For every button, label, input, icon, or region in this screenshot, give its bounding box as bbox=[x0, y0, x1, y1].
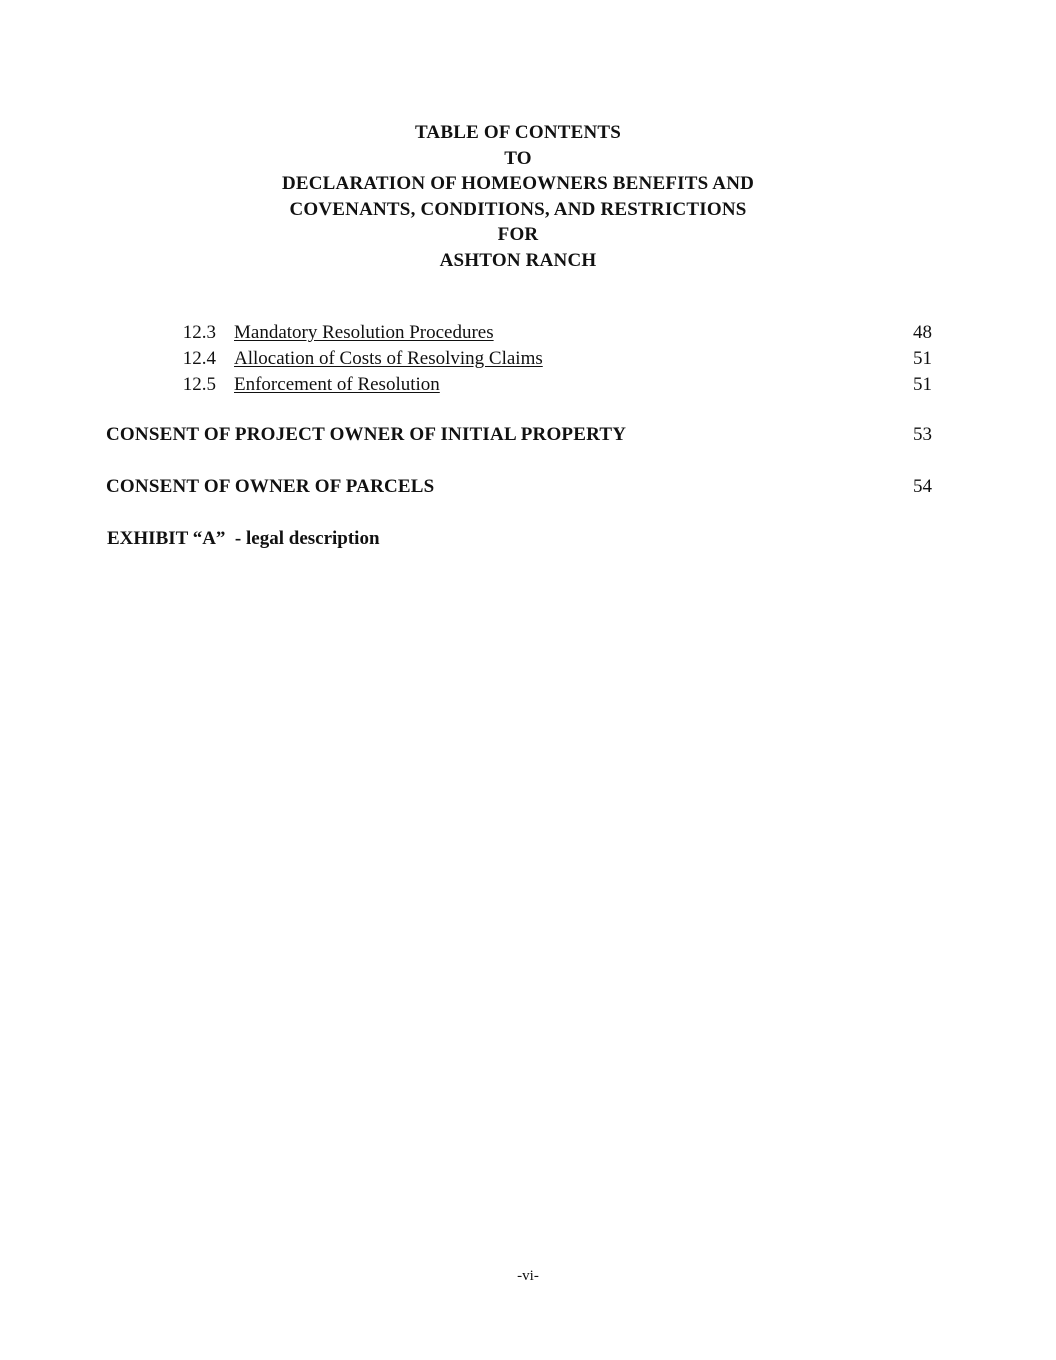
toc-entry-12-4 bbox=[0, 346, 1056, 372]
toc-heading bbox=[0, 120, 1036, 274]
section-number: 12.4 bbox=[182, 348, 216, 369]
heading-line-3: DECLARATION OF HOMEOWNERS BENEFITS AND bbox=[281, 173, 755, 195]
page-number: 48 bbox=[913, 322, 932, 343]
toc-entry-consent-owner-parcels bbox=[0, 473, 1056, 501]
toc-entry-12-3 bbox=[0, 320, 1056, 346]
page-number: 51 bbox=[913, 374, 932, 395]
section-title-link[interactable]: Enforcement of Resolution bbox=[234, 374, 440, 395]
heading-line-2: TO bbox=[504, 147, 532, 169]
toc-sub-entries bbox=[0, 320, 1056, 398]
toc-entry-consent-project-owner bbox=[0, 421, 1056, 449]
section-title-link[interactable]: Mandatory Resolution Procedures bbox=[234, 322, 494, 343]
page-number: 51 bbox=[913, 348, 932, 369]
page-number: 53 bbox=[913, 424, 932, 445]
section-number: 12.3 bbox=[182, 322, 216, 343]
heading-line-1: TABLE OF CONTENTS bbox=[414, 122, 622, 143]
heading-line-6: ASHTON RANCH bbox=[439, 249, 597, 271]
heading-line-5: FOR bbox=[497, 224, 539, 246]
heading-line-4: COVENANTS, CONDITIONS, AND RESTRICTIONS bbox=[289, 198, 747, 220]
section-title-link[interactable]: Allocation of Costs of Resolving Claims bbox=[234, 348, 543, 369]
page-footer-number: -vi- bbox=[517, 1268, 539, 1284]
entry-title: CONSENT OF OWNER OF PARCELS bbox=[106, 476, 435, 497]
page-number: 54 bbox=[913, 476, 932, 497]
entry-title: CONSENT OF PROJECT OWNER OF INITIAL PROPERTY bbox=[106, 424, 627, 445]
toc-entry-12-5 bbox=[0, 372, 1056, 398]
exhibit-a-entry: EXHIBIT “A” - legal description bbox=[107, 528, 380, 549]
section-number: 12.5 bbox=[182, 374, 216, 395]
